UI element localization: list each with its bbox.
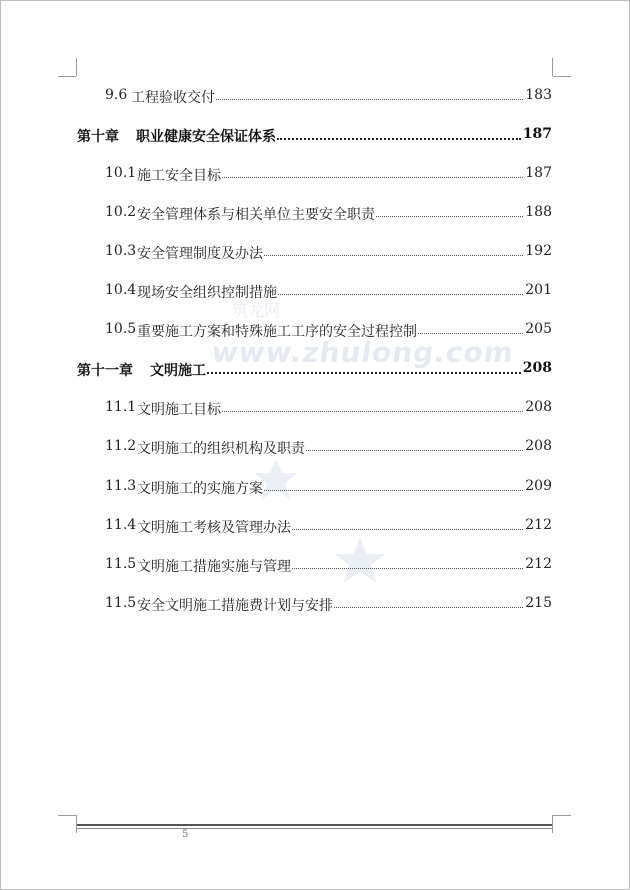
toc-entry-page: 209 bbox=[525, 478, 552, 494]
toc-entry-title: 文明施工的实施方案 bbox=[137, 481, 263, 497]
crop-mark-top-left-v bbox=[76, 58, 77, 76]
toc-entry-page: 208 bbox=[525, 438, 552, 454]
toc-chapter-entry[interactable] bbox=[0, 360, 630, 384]
toc-entry-page: 212 bbox=[525, 517, 552, 533]
toc-section-entry[interactable] bbox=[0, 399, 630, 423]
toc-section-entry[interactable] bbox=[0, 556, 630, 580]
toc-entry-page: 208 bbox=[525, 399, 552, 415]
toc-leader-dots bbox=[292, 529, 523, 530]
toc-entry-number: 10.4 bbox=[105, 282, 137, 298]
toc-leader-dots bbox=[334, 607, 523, 608]
toc-section-entry[interactable] bbox=[0, 165, 630, 189]
footer-rule bbox=[77, 824, 552, 826]
toc-section-entry[interactable] bbox=[0, 478, 630, 502]
toc-entry-title: 文明施工考核及管理办法 bbox=[137, 520, 291, 536]
toc-section-entry[interactable] bbox=[0, 321, 630, 345]
page-number: 5 bbox=[182, 829, 189, 840]
toc-entry-title: 安全管理制度及办法 bbox=[137, 246, 263, 262]
toc-entry-page: 188 bbox=[525, 204, 552, 220]
toc-leader-dots bbox=[278, 294, 523, 295]
toc-leader-dots bbox=[418, 333, 523, 334]
toc-leader-dots bbox=[277, 138, 521, 140]
toc-section-entry[interactable] bbox=[0, 243, 630, 267]
toc-entry-page: 205 bbox=[525, 321, 552, 337]
toc-entry-page: 201 bbox=[525, 282, 552, 298]
toc-entry-number: 11.5 bbox=[105, 595, 137, 611]
toc-entry-title: 文明施工措施实施与管理 bbox=[137, 559, 291, 575]
toc-entry-number: 10.5 bbox=[105, 321, 137, 337]
toc-section-entry[interactable] bbox=[0, 87, 630, 111]
toc-entry-number: 9.6 bbox=[105, 87, 128, 103]
toc-entry-number: 11.2 bbox=[105, 438, 137, 454]
toc-entry-page: 192 bbox=[525, 243, 552, 259]
toc-entry-title: 现场安全组织控制措施 bbox=[137, 285, 277, 301]
footer-rule-thin bbox=[77, 828, 552, 829]
toc-entry-title: 施工安全目标 bbox=[137, 168, 221, 184]
toc-entry-number: 10.3 bbox=[105, 243, 137, 259]
toc-entry-page: 212 bbox=[525, 556, 552, 572]
toc-entry-page: 208 bbox=[522, 360, 552, 376]
toc-entry-number: 10.1 bbox=[105, 165, 137, 181]
toc-entry-title: 文明施工目标 bbox=[137, 402, 221, 418]
toc-leader-dots bbox=[222, 411, 523, 412]
toc-section-entry[interactable] bbox=[0, 595, 630, 619]
crop-mark-top-right-h bbox=[553, 76, 571, 77]
toc-entry-title: 安全管理体系与相关单位主要安全职责 bbox=[137, 207, 375, 223]
toc-entry-title: 安全文明施工措施费计划与安排 bbox=[137, 598, 333, 614]
toc-entry-page: 183 bbox=[525, 87, 552, 103]
crop-mark-bottom-left-h bbox=[58, 815, 76, 816]
toc-entry-number: 第十章 bbox=[77, 129, 119, 145]
toc-leader-dots bbox=[376, 216, 523, 217]
crop-mark-bottom-right-v bbox=[552, 815, 553, 833]
toc-entry-number: 10.2 bbox=[105, 204, 137, 220]
toc-entry-number: 第十一章 bbox=[77, 363, 133, 379]
crop-mark-top-right-v bbox=[552, 58, 553, 76]
toc-entry-page: 187 bbox=[525, 165, 552, 181]
toc-leader-dots bbox=[306, 450, 523, 451]
toc-entry-title: 文明施工的组织机构及职责 bbox=[137, 441, 305, 457]
toc-leader-dots bbox=[222, 177, 523, 178]
toc-entry-title: 文明施工 bbox=[150, 363, 206, 379]
toc-section-entry[interactable] bbox=[0, 282, 630, 306]
toc-leader-dots bbox=[292, 568, 523, 569]
toc-section-entry[interactable] bbox=[0, 438, 630, 462]
toc-chapter-entry[interactable] bbox=[0, 126, 630, 150]
toc-entry-number: 11.1 bbox=[105, 399, 137, 415]
crop-mark-top-left-h bbox=[58, 76, 76, 77]
toc-section-entry[interactable] bbox=[0, 517, 630, 541]
toc-leader-dots bbox=[207, 372, 521, 374]
watermark-small-text: 筑龙网 bbox=[232, 301, 281, 320]
toc-entry-number: 11.3 bbox=[105, 478, 137, 494]
toc-entry-title: 工程验收交付 bbox=[131, 90, 215, 106]
toc-entry-title: 重要施工方案和特殊施工工序的安全过程控制 bbox=[137, 324, 417, 340]
toc-leader-dots bbox=[264, 490, 523, 491]
toc-entry-page: 215 bbox=[525, 595, 552, 611]
watermark-text: www.zhulong.com bbox=[209, 336, 517, 369]
toc-entry-number: 11.5 bbox=[105, 556, 137, 572]
toc-entry-page: 187 bbox=[522, 126, 552, 142]
toc-entry-title: 职业健康安全保证体系 bbox=[136, 129, 276, 145]
crop-mark-bottom-right-h bbox=[553, 815, 571, 816]
toc-leader-dots bbox=[264, 255, 523, 256]
toc-leader-dots bbox=[216, 99, 523, 100]
toc-section-entry[interactable] bbox=[0, 204, 630, 228]
toc-entry-number: 11.4 bbox=[105, 517, 137, 533]
